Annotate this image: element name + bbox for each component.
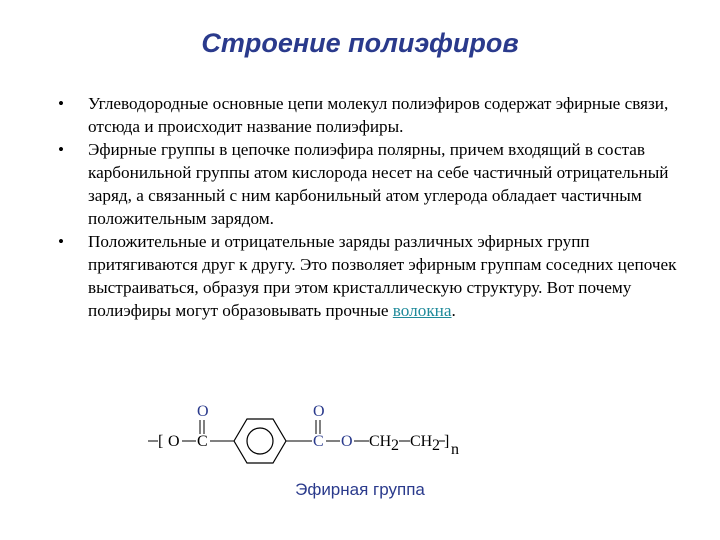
methylene-2-subscript: 2 <box>432 437 440 454</box>
bullet-icon: • <box>58 140 65 159</box>
carbonyl-carbon-1: C <box>197 433 208 450</box>
benzene-ring-icon <box>234 419 286 463</box>
ester-oxygen-1: O <box>168 433 180 450</box>
bullet-list <box>58 92 678 322</box>
methylene-1-subscript: 2 <box>391 437 399 454</box>
slide-title: Строение полиэфиров <box>201 28 519 58</box>
formula-svg <box>140 392 480 470</box>
fibers-link[interactable]: волокна <box>392 301 452 320</box>
bullet-item-2 <box>58 138 678 230</box>
bracket-open: [ <box>158 433 164 450</box>
methylene-2: CH <box>410 433 433 450</box>
bullet-text: Положительные и отрицательные заряды различных эфирных групп притягиваются друг к другу. Это позволяет эфирным группам соседних цепочек выстраиваться, образуя при этом кристаллическую структуру. Вот почему полиэфиры могут образовывать прочные <box>88 232 677 320</box>
bullet-text: Эфирные группы в цепочке полиэфира полярны, причем входящий в состав карбонильной группы атом кислорода несет на себе частичный отрицательный заряд, а связанный с ним карбонильный атом углерода обладает частичным положительным зарядом. <box>88 140 669 228</box>
bullet-item-3 <box>58 230 678 322</box>
bullet-icon: • <box>58 232 65 251</box>
bullet-icon: • <box>58 94 65 113</box>
benzene-ring-circle <box>247 428 273 454</box>
bullet-text-end: . <box>451 301 456 320</box>
ester-group-caption: Эфирная группа <box>295 480 425 499</box>
carbonyl-carbon-2: C <box>313 433 324 450</box>
carbonyl-oxygen-2: O <box>313 403 325 420</box>
polyester-structural-formula <box>140 392 480 470</box>
bullet-item-1 <box>58 92 678 138</box>
repeat-index-n: n <box>451 441 459 458</box>
methylene-1: CH <box>369 433 392 450</box>
ester-oxygen-2: O <box>341 433 353 450</box>
bullet-text: Углеводородные основные цепи молекул полиэфиров содержат эфирные связи, отсюда и происходит название полиэфиры. <box>88 94 669 136</box>
carbonyl-oxygen-1: O <box>197 403 209 420</box>
bracket-close: ] <box>444 433 450 450</box>
